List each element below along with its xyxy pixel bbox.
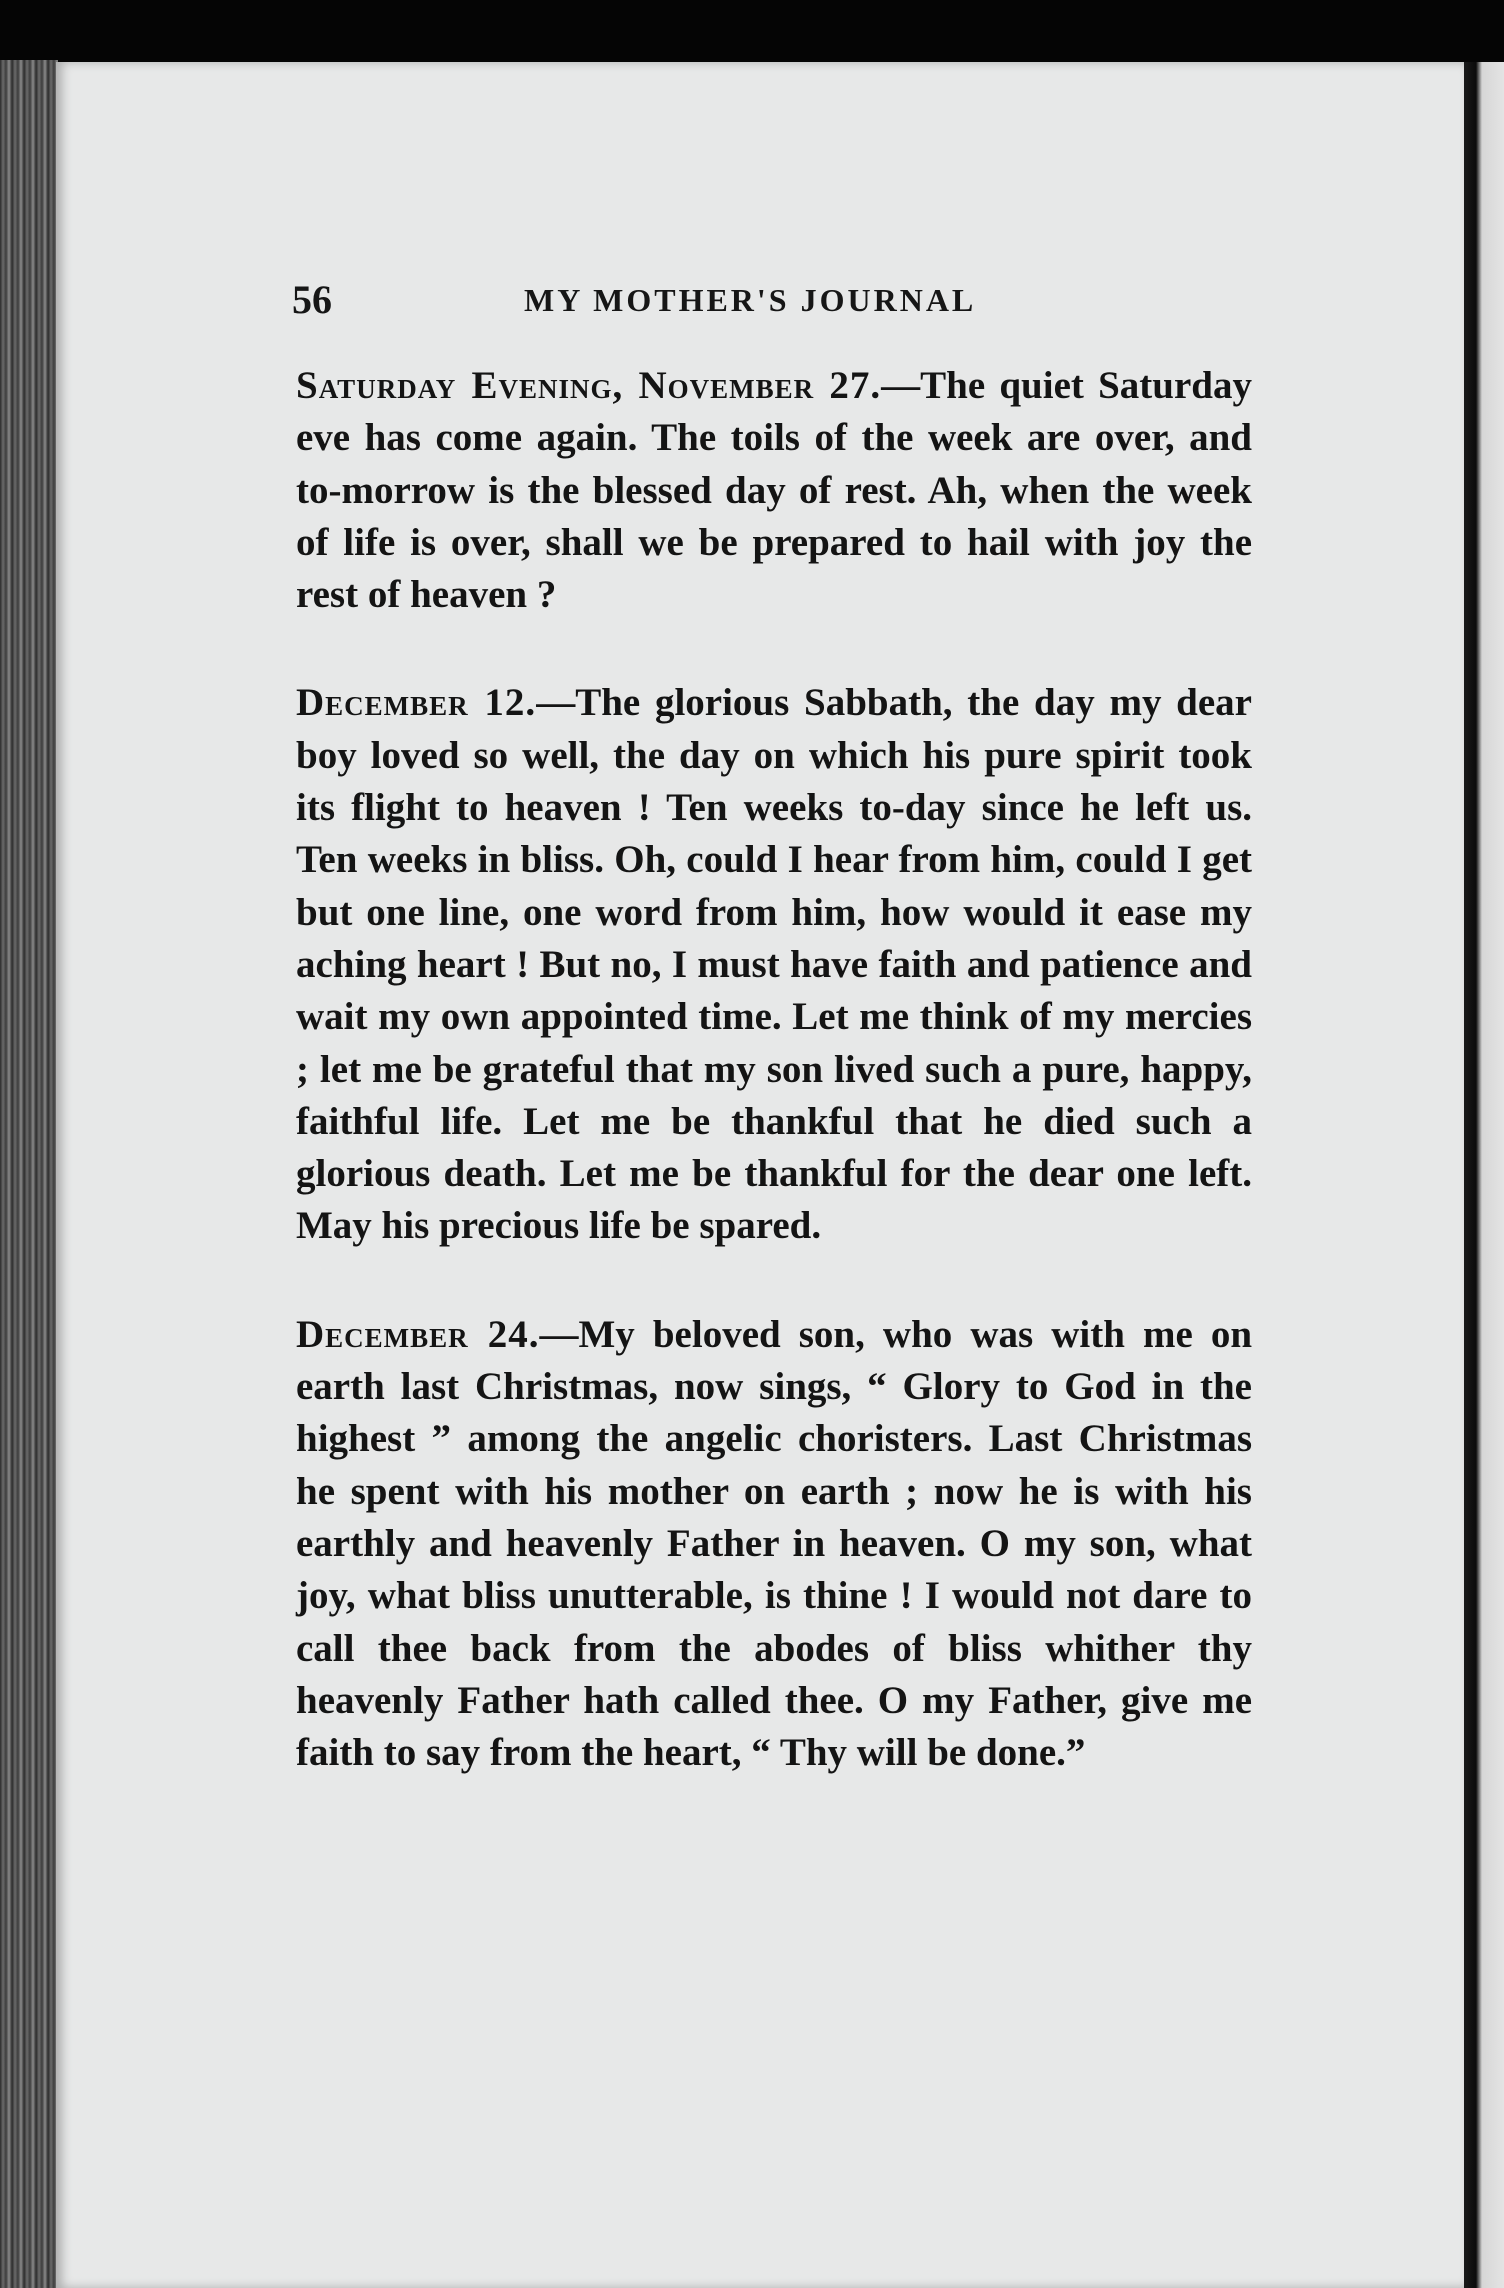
running-title: MY MOTHER'S JOURNAL [524, 282, 977, 318]
entry-text: —The quiet Saturday eve has come again. The toils of the week are over, and to-morrow is the blessed day of rest. Ah, when the week of life is over, shall we be prepared to hail with joy the rest of heaven ? [296, 364, 1252, 617]
entry-date: December 12. [296, 681, 537, 725]
journal-text [296, 360, 1252, 2040]
book-binding [0, 60, 58, 2288]
journal-entry [296, 360, 1252, 621]
entry-text: —My beloved son, who was with me on earth last Christmas, now sings, “ Glory to God in the highest ” among the angelic choristers. Last Christmas he spent with his mother on earth ; now he is with his earthly and heavenly Father in heaven. O my son, what joy, what bliss unutterable, is thine ! I would not dare to call thee back from the abodes of bliss whither thy heavenly Father hath called thee. O my Father, give me faith to say from the heart, “ Thy will be done.” [296, 1312, 1253, 1775]
entry-date: Saturday Evening, November 27. [296, 364, 882, 407]
journal-entry [296, 677, 1252, 1252]
entry-date: December 24. [296, 1312, 540, 1356]
running-head [292, 272, 1252, 328]
journal-entry [296, 1309, 1252, 1780]
page-edge [1464, 62, 1504, 2288]
page-number: 56 [292, 277, 332, 322]
entry-text: —The glorious Sabbath, the day my dear boy loved so well, the day on which his pure spirit took its flight to heaven ! Ten weeks to-day since he left us. Ten weeks in bliss. Oh, could I hear from him, could I get but one line, one word from him, how would it ease my aching heart ! But no, I must have faith and patience and wait my own appointed time. Let me think of my mercies ; let me be grateful that my son lived such a pure, happy, faithful life. Let me be thankful that he died such a glorious death. Let me be thankful for the dear one left. May his precious life be spared. [296, 681, 1252, 1248]
